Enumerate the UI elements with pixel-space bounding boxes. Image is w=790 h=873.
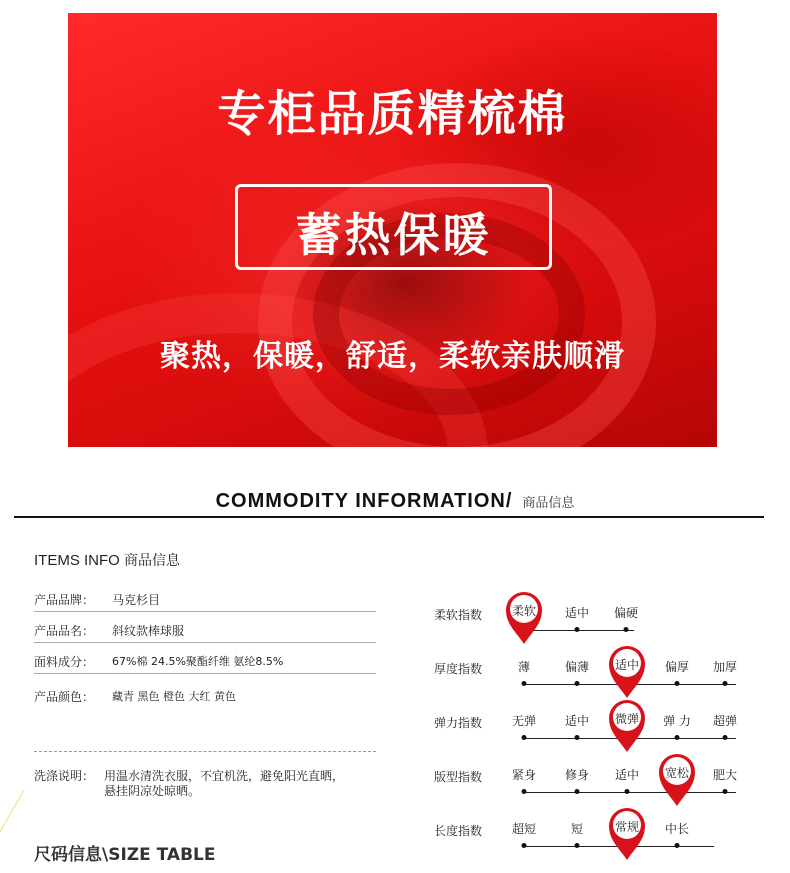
scale-dot — [522, 789, 527, 794]
scale-option: 肥大 — [712, 768, 738, 782]
items-info-title-cn: 商品信息 — [124, 553, 181, 569]
scale-option: 适中 — [564, 606, 590, 620]
scale-row — [434, 660, 754, 700]
scale-option: 适中 — [614, 768, 640, 782]
scale-dot — [624, 627, 629, 632]
selected-marker-icon — [605, 804, 649, 862]
banner-title: 专柜品质精梳棉 — [217, 86, 568, 142]
scale-option: 偏薄 — [564, 660, 590, 674]
info-value: 67%棉 24.5%聚酯纤维 氨纶8.5% — [112, 655, 284, 668]
info-label: 产品品牌： — [34, 593, 95, 607]
scale-name: 长度指数 — [434, 824, 483, 838]
scale-option-selected: 常规 — [614, 820, 639, 834]
section-title-cn: 商品信息 — [522, 496, 575, 511]
scale-option: 偏厚 — [664, 660, 690, 674]
scale-dot — [675, 843, 680, 848]
banner-box-text: 蓄热保暖 — [295, 208, 492, 262]
scale-dot — [575, 789, 580, 794]
scale-dot — [675, 681, 680, 686]
items-info-title — [34, 550, 180, 570]
selected-marker-icon — [605, 642, 649, 700]
scale-option: 弹 力 — [663, 714, 691, 728]
scale-option: 超弹 — [712, 714, 738, 728]
items-info-title-en: ITEMS INFO — [34, 552, 120, 569]
info-label: 产品品名： — [34, 624, 95, 638]
light-streak — [0, 788, 26, 832]
scale-dot — [522, 843, 527, 848]
section-heading — [0, 490, 790, 513]
scale-dot — [575, 681, 580, 686]
scale-option-selected: 适中 — [614, 658, 639, 672]
scale-option-selected: 微弹 — [614, 712, 639, 726]
scale-row — [434, 606, 754, 646]
info-label: 洗涤说明： — [34, 769, 95, 783]
scale-name: 柔软指数 — [434, 608, 483, 622]
scale-row — [434, 768, 754, 808]
hero-banner — [68, 13, 717, 447]
dashed-divider — [34, 751, 376, 752]
scale-option: 修身 — [564, 768, 590, 782]
scale-dot — [575, 735, 580, 740]
scale-option: 加厚 — [712, 660, 738, 674]
info-value-line2: 悬挂阴凉处晾晒。 — [104, 784, 201, 798]
scale-name: 厚度指数 — [434, 662, 483, 676]
scale-option: 超短 — [511, 822, 537, 836]
scale-name: 版型指数 — [434, 770, 483, 784]
section-title-en: COMMODITY INFORMATION/ — [215, 490, 513, 512]
info-label: 产品颜色： — [34, 690, 95, 704]
scale-option: 薄 — [517, 660, 531, 674]
selected-marker-icon — [605, 696, 649, 754]
info-label: 面料成分： — [34, 655, 95, 669]
scale-dot — [625, 789, 630, 794]
scale-option: 短 — [570, 822, 584, 836]
info-value: 藏青 黑色 橙色 大红 黄色 — [112, 690, 236, 703]
scale-option: 偏硬 — [613, 606, 639, 620]
scale-name: 弹力指数 — [434, 716, 483, 730]
scale-option: 适中 — [564, 714, 590, 728]
banner-subtitle: 聚热，保暖，舒适，柔软亲肤顺滑 — [160, 339, 625, 374]
info-value: 马克杉目 — [112, 593, 161, 607]
scale-dot — [723, 735, 728, 740]
size-table-title: 尺码信息\SIZE TABLE — [34, 845, 216, 865]
scale-row — [434, 822, 754, 862]
info-value: 斜纹款棒球服 — [112, 624, 185, 638]
scale-option: 紧身 — [511, 768, 537, 782]
scale-dot — [723, 681, 728, 686]
scale-option: 无弹 — [511, 714, 537, 728]
scale-row — [434, 714, 754, 754]
scale-option: 中长 — [664, 822, 690, 836]
selected-marker-icon — [655, 750, 699, 808]
scale-dot — [723, 789, 728, 794]
scale-dot — [522, 681, 527, 686]
scale-option-selected: 宽松 — [664, 766, 689, 780]
info-row-brand — [34, 591, 376, 612]
scale-dot — [675, 735, 680, 740]
scale-dot — [522, 735, 527, 740]
section-divider — [14, 516, 764, 518]
info-row-product-name — [34, 622, 376, 643]
info-value-line1: 用温水清洗衣服，不宜机洗，避免阳光直晒， — [104, 769, 345, 783]
banner-box — [235, 184, 552, 270]
scale-option-selected: 柔软 — [511, 604, 536, 618]
info-row-fabric — [34, 653, 376, 674]
scale-dot — [575, 843, 580, 848]
scale-dot — [575, 627, 580, 632]
selected-marker-icon — [502, 588, 546, 646]
